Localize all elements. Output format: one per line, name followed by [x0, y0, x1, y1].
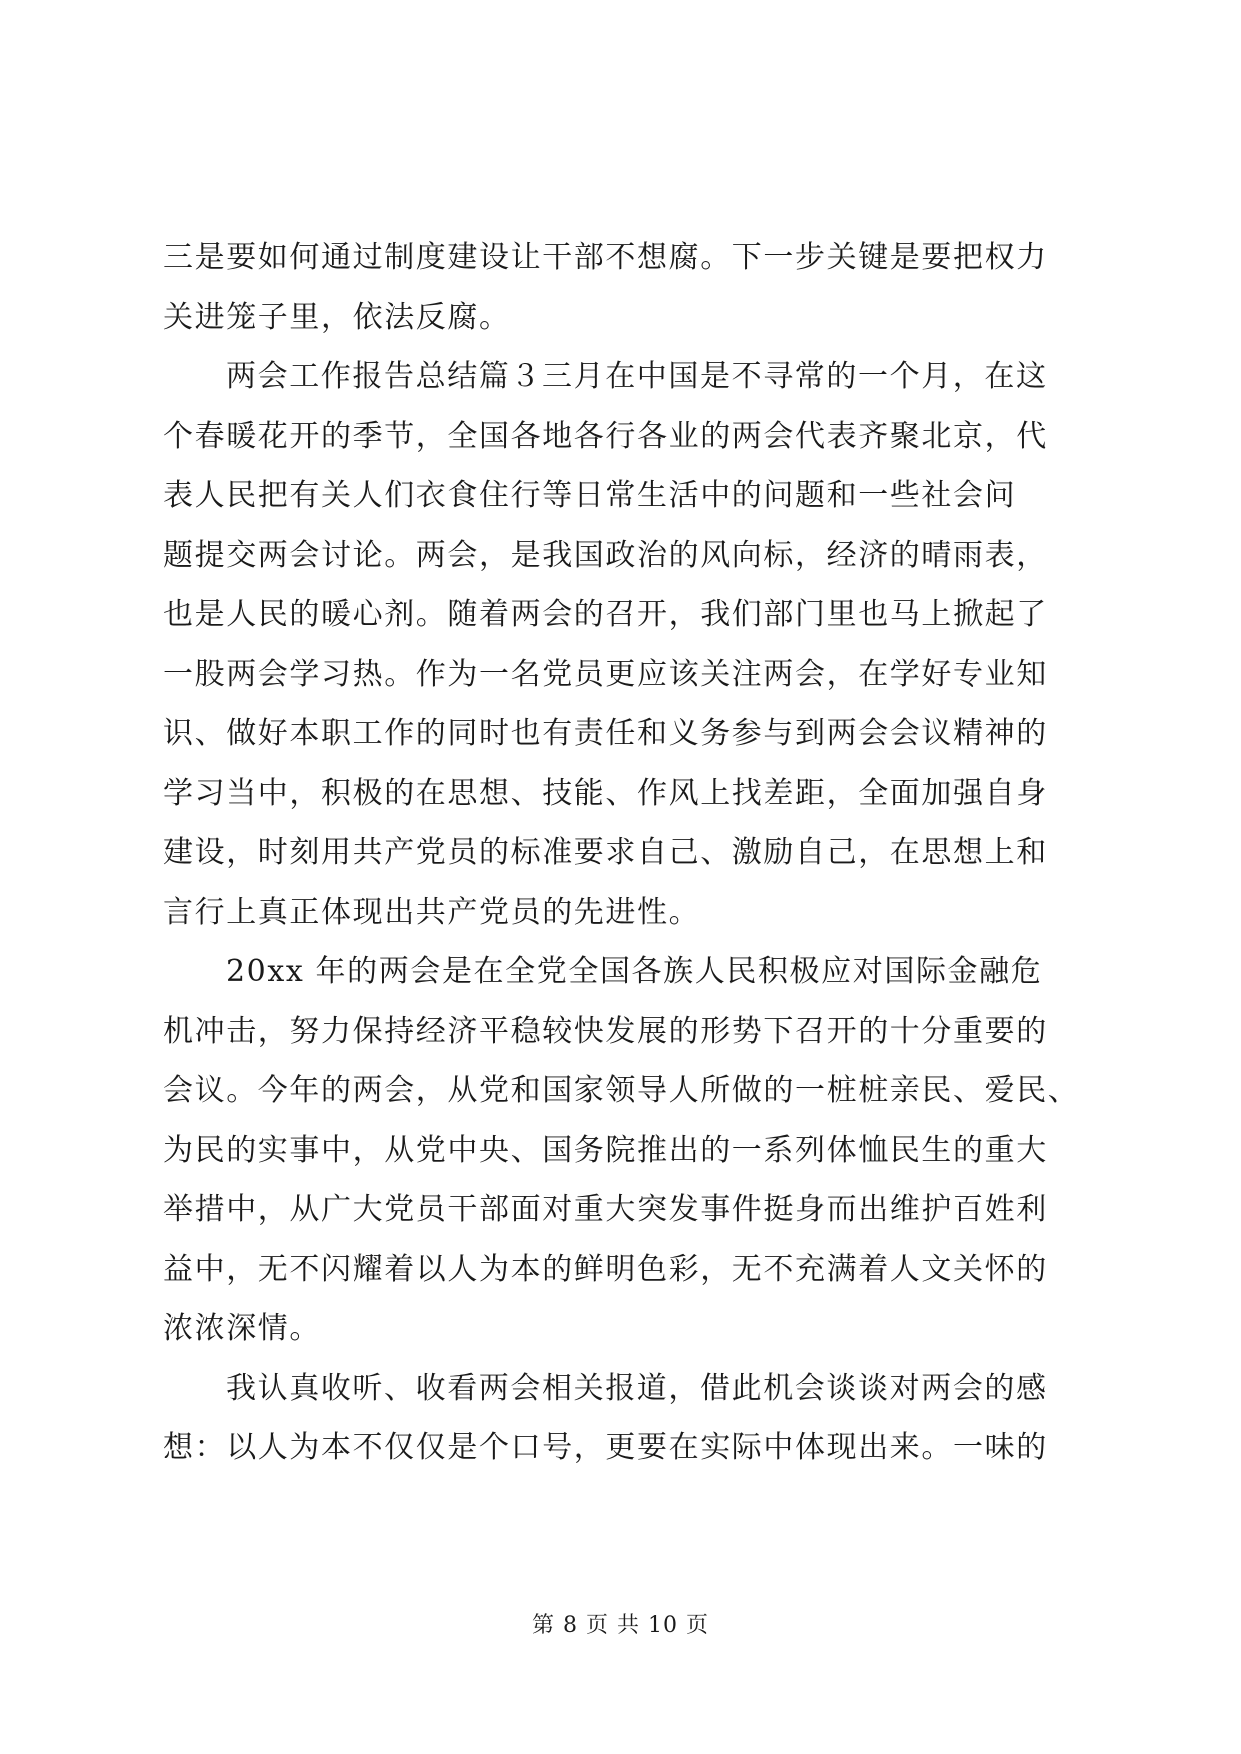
document-body: [163, 228, 1083, 1478]
paragraph-line: 机冲击，努力保持经济平稳较快发展的形势下召开的十分重要的: [163, 1013, 1048, 1049]
paragraph: [163, 347, 1083, 942]
paragraph-line: 学习当中，积极的在思想、技能、作风上找差距，全面加强自身: [163, 775, 1048, 811]
paragraph-line: 我认真收听、收看两会相关报道，借此机会谈谈对两会的感: [226, 1370, 1048, 1406]
paragraph-line: 个春暖花开的季节，全国各地各行各业的两会代表齐聚北京，代: [163, 418, 1048, 454]
paragraph: [163, 228, 1083, 347]
paragraph-line: 浓浓深情。: [163, 1311, 321, 1346]
page-footer: 第 8 页 共 10 页: [532, 1613, 709, 1638]
paragraph-line: 三是要如何通过制度建设让干部不想腐。下一步关键是要把权力: [163, 240, 1048, 275]
paragraph: [163, 1359, 1083, 1478]
paragraph-line: 题提交两会讨论。两会，是我国政治的风向标，经济的晴雨表，: [163, 537, 1048, 573]
paragraph-line: 举措中，从广大党员干部面对重大突发事件挺身而出维护百姓利: [163, 1192, 1048, 1227]
paragraph-line: 关进笼子里，依法反腐。: [163, 299, 511, 335]
paragraph-line: 言行上真正体现出共产党员的先进性。: [163, 894, 701, 930]
paragraph-line: 20xx 年的两会是在全党全国各族人民积极应对国际金融危: [226, 954, 1043, 989]
paragraph-line: 为民的实事中，从党中央、国务院推出的一系列体恤民生的重大: [163, 1132, 1048, 1168]
paragraph-line: 也是人民的暖心剂。随着两会的召开，我们部门里也马上掀起了: [163, 597, 1048, 632]
paragraph-line: 识、做好本职工作的同时也有责任和义务参与到两会会议精神的: [163, 716, 1048, 751]
paragraph-line: 两会工作报告总结篇３三月在中国是不寻常的一个月，在这: [226, 359, 1048, 394]
paragraph-line: 建设，时刻用共产党员的标准要求自己、激励自己，在思想上和: [163, 835, 1048, 870]
paragraph-line: 一股两会学习热。作为一名党员更应该关注两会，在学好专业知: [163, 656, 1048, 692]
paragraph: [163, 942, 1083, 1359]
paragraph-line: 想：以人为本不仅仅是个口号，更要在实际中体现出来。一味的: [163, 1430, 1048, 1465]
paragraph-line: 会议。今年的两会，从党和国家领导人所做的一桩桩亲民、爱民、: [163, 1073, 1080, 1108]
paragraph-line: 表人民把有关人们衣食住行等日常生活中的问题和一些社会问: [163, 478, 1017, 513]
paragraph-line: 益中，无不闪耀着以人为本的鲜明色彩，无不充满着人文关怀的: [163, 1251, 1048, 1287]
